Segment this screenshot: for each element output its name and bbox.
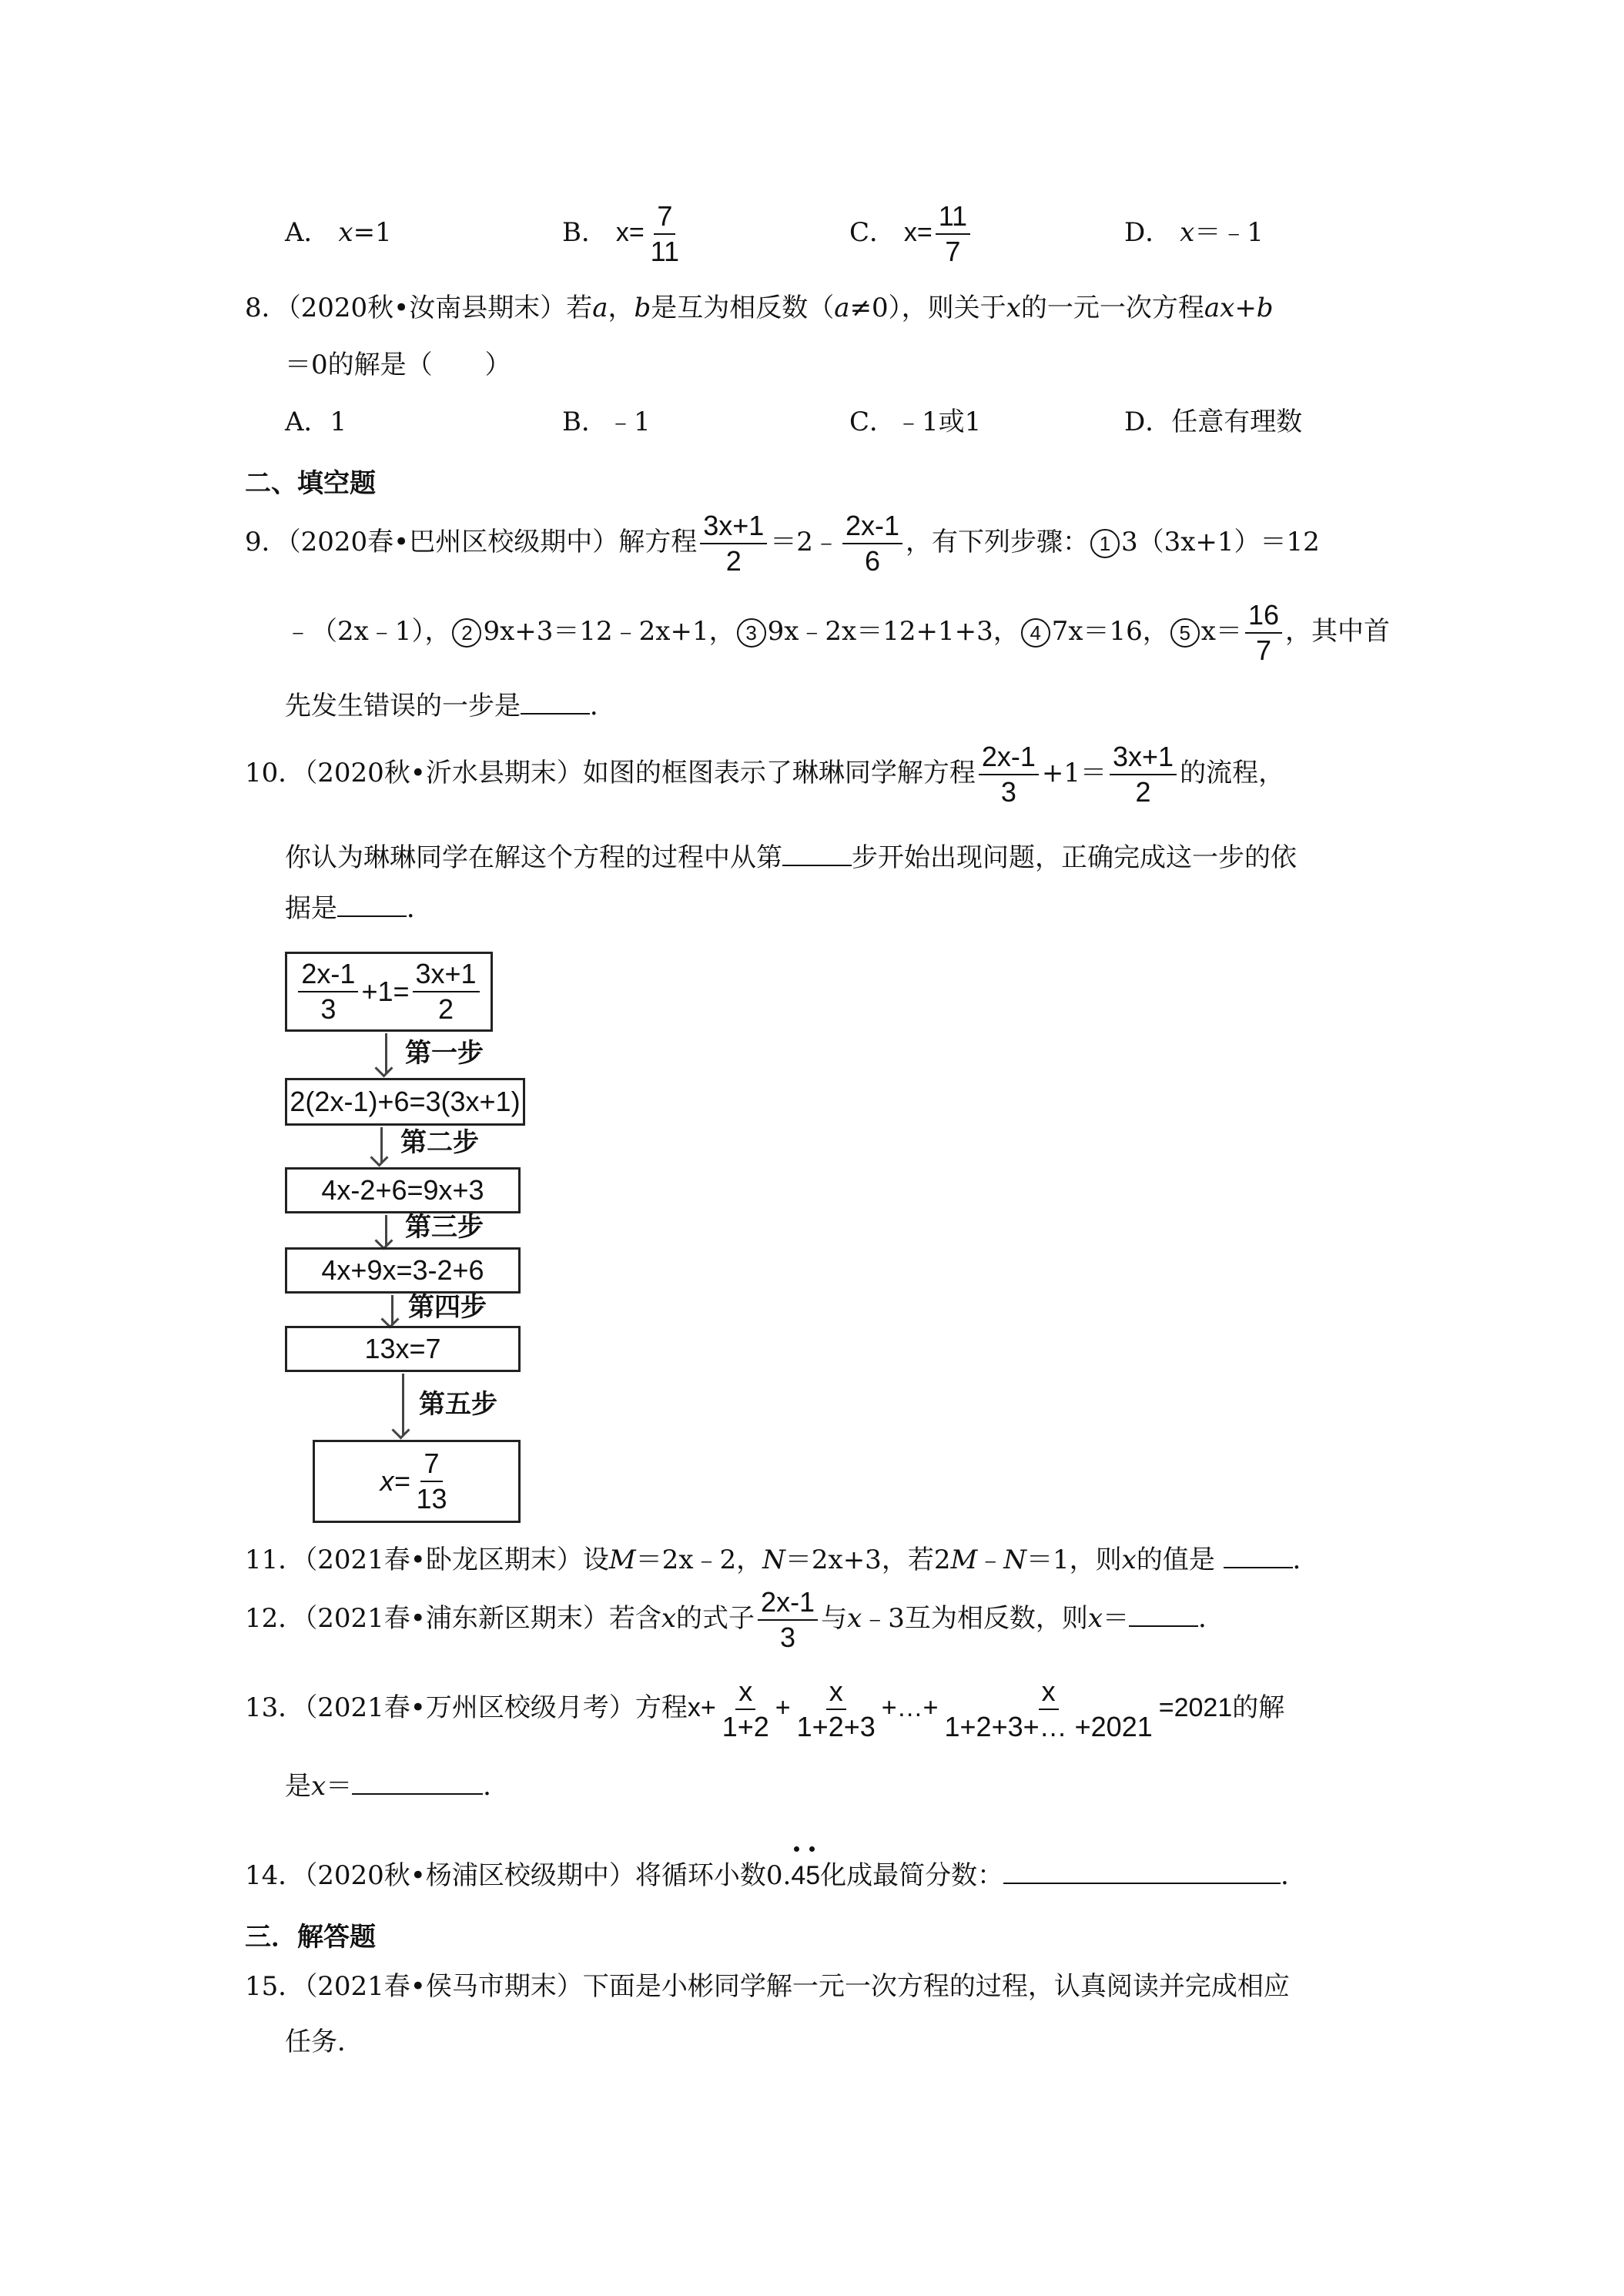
question-text: ＝0的解是（ ） [285, 350, 511, 380]
period: ． [407, 893, 433, 924]
fraction-numerator: 3x+1 [413, 959, 480, 992]
equation-fraction [298, 959, 358, 1025]
question-text: 与 [821, 1603, 848, 1634]
fraction-denominator: 2 [1135, 776, 1151, 808]
question-source: （2021春•万州区校级月考）方程 [304, 1692, 688, 1723]
step-text: 7x＝16， [1051, 616, 1169, 647]
q15-line2 [285, 2025, 363, 2059]
var-a: a [834, 293, 850, 323]
q8-line1 [245, 291, 1274, 325]
flow-box-3 [285, 1167, 521, 1213]
fraction-numerator: x [826, 1676, 846, 1710]
fraction-numerator: 11 [936, 201, 970, 235]
flow-box-6 [313, 1440, 521, 1523]
question-number: 8． [245, 293, 288, 323]
step-text: x＝ [1200, 616, 1242, 647]
flow-box-5 [285, 1326, 521, 1372]
option-var: x [338, 217, 353, 248]
q15-line1 [245, 1970, 1290, 2003]
question-text: 是 [285, 1771, 311, 1802]
option-fraction [936, 201, 970, 267]
question-source: （2020秋•沂水县期末）如图的框图表示了琳琳同学解方程 [304, 758, 976, 788]
option-label: D． [1124, 217, 1172, 248]
flow-box-1 [285, 952, 493, 1032]
question-text: 的流程， [1180, 758, 1285, 788]
equation-fraction [700, 510, 767, 577]
fraction-numerator: 2x-1 [758, 1587, 818, 1621]
question-text: 化成最简分数： [820, 1860, 1004, 1891]
question-number: 14． [245, 1860, 305, 1891]
equation-fraction [979, 741, 1039, 808]
fraction-denominator: 11 [650, 236, 680, 267]
period: ． [590, 691, 616, 721]
question-number: 12． [245, 1603, 305, 1634]
decimal-part: 0. [765, 1860, 792, 1891]
step-text: 3（3x+1）＝12 [1120, 527, 1320, 557]
question-source: （2020秋•杨浦区校级期中）将循环小数 [304, 1860, 766, 1891]
question-text: 任务． [285, 2027, 363, 2057]
option-var: x [1180, 217, 1195, 248]
q8-line2 [285, 348, 511, 382]
q9-line3 [285, 689, 616, 723]
q7-option-b [562, 199, 685, 267]
fraction-numerator: 2x-1 [842, 510, 902, 544]
fraction-denominator: 3 [780, 1622, 796, 1653]
fraction-denominator: 3 [1000, 776, 1016, 808]
flow-arrow-2 [380, 1127, 383, 1163]
fraction-denominator: 1+2+3 [796, 1711, 876, 1742]
fraction-denominator: 1+2+3+… +2021 [944, 1711, 1153, 1742]
var-b: b [634, 293, 651, 323]
equation-fraction [719, 1676, 772, 1742]
step-number-circle: 1 [1090, 529, 1120, 558]
q8-option-c [849, 405, 981, 439]
fraction-denominator: 7 [1255, 634, 1271, 666]
section-heading-answer: 三．解答题 [245, 1922, 376, 1953]
equation-middle: +1＝ [1041, 758, 1107, 788]
equation-fraction [1110, 741, 1177, 808]
question-number: 13． [245, 1692, 305, 1723]
fraction-numerator: 2x-1 [979, 741, 1039, 775]
option-value: =1 [353, 217, 392, 248]
step-fraction [1245, 600, 1282, 666]
option-d: D．任意有理数 [1124, 407, 1303, 437]
question-text: 据是 [285, 893, 337, 924]
question-number: 10． [245, 758, 305, 788]
question-number: 11． [245, 1545, 305, 1575]
period: ． [1198, 1603, 1225, 1634]
equation-fraction [942, 1676, 1156, 1742]
period: ． [1292, 1545, 1319, 1575]
flow-equation: 4x+9x=3-2+6 [321, 1254, 484, 1286]
q7-option-c [849, 199, 973, 267]
fraction-numerator: 3x+1 [700, 510, 767, 544]
fraction-numerator: 2x-1 [298, 959, 358, 992]
q8-option-a [285, 405, 347, 439]
fraction-numerator: x [1039, 1676, 1059, 1710]
question-text: 你认为琳琳同学在解这个方程的过程中从第 [285, 842, 782, 873]
question-text: ≠0），则关于 [849, 293, 1006, 323]
flow-arrow-5 [402, 1374, 404, 1435]
flow-equation: 13x=7 [364, 1333, 441, 1364]
q12-line [245, 1585, 1224, 1653]
equation-term: +…+ [881, 1693, 939, 1722]
var-x: x [1087, 1603, 1103, 1634]
var-x: x [1121, 1545, 1137, 1575]
repeating-digits-text: 45 [791, 1861, 821, 1890]
question-source: （2021春•卧龙区期末）设 [304, 1545, 609, 1575]
flow-box-2 [285, 1078, 525, 1126]
option-fraction [648, 201, 682, 267]
answer-blank[interactable] [1224, 1544, 1293, 1568]
answer-blank[interactable] [337, 892, 407, 917]
option-a: A．1 [285, 407, 347, 437]
question-text: （2021春•侯马市期末）下面是小彬同学解一元一次方程的过程，认真阅读并完成相应 [304, 1971, 1290, 2002]
flow-equation: 2(2x-1)+6=3(3x+1) [290, 1086, 521, 1117]
option-label: B． [562, 217, 608, 248]
question-text: 是互为相反数（ [651, 293, 835, 323]
fraction-denominator: 3 [320, 993, 337, 1025]
fraction-denominator: 2 [725, 545, 742, 577]
fraction-numerator: x [735, 1676, 755, 1710]
question-text: ﹣ [977, 1545, 1004, 1575]
step-text: 9x﹣2x＝12+1+3， [767, 616, 1020, 647]
q10-line3 [285, 892, 433, 925]
fraction-numerator: 7 [420, 1448, 442, 1482]
var-N: N [762, 1545, 785, 1575]
q8-option-b [562, 405, 651, 439]
step-number-circle: 4 [1021, 618, 1050, 648]
var-N: N [1003, 1545, 1027, 1575]
option-label: C． [849, 217, 896, 248]
flow-step-4-label: 第四步 [408, 1292, 487, 1323]
question-text: 的式子 [676, 1603, 755, 1634]
q9-line1 [245, 508, 1320, 577]
comma: ， [608, 293, 635, 323]
question-text: ＝1，则 [1026, 1545, 1122, 1575]
fraction-denominator: 2 [438, 993, 454, 1025]
q13-line2 [285, 1769, 509, 1803]
var-x: x [847, 1603, 862, 1634]
question-text: ＝ [1103, 1603, 1130, 1634]
equation-fraction [842, 510, 902, 577]
expression-fraction [758, 1587, 818, 1653]
section-heading-fill-in: 二、填空题 [245, 468, 376, 499]
question-text: 的一元一次方程 [1020, 293, 1204, 323]
option-lhs: x= [615, 218, 645, 247]
flow-arrow-4 [391, 1295, 393, 1324]
step-number-circle: 5 [1170, 618, 1200, 648]
question-number: 15． [245, 1971, 305, 2002]
period: ． [1281, 1860, 1308, 1891]
equation-middle: +1= [361, 976, 410, 1007]
question-text: ﹣3互为相反数，则 [862, 1603, 1088, 1634]
q7-option-d [1124, 216, 1264, 249]
q7-option-a [285, 216, 392, 249]
answer-blank[interactable] [782, 842, 852, 866]
answer-blank[interactable] [1129, 1602, 1198, 1627]
answer-blank[interactable] [1003, 1859, 1281, 1884]
step-text: 9x+3＝12﹣2x+1， [483, 616, 735, 647]
equation: ax+b [1204, 293, 1274, 323]
var-a: a [592, 293, 608, 323]
step-number-circle: 2 [452, 618, 481, 648]
flow-step-3-label: 第三步 [405, 1212, 484, 1243]
fraction-numerator: 7 [654, 201, 675, 235]
question-text: 先发生错误的一步是 [285, 691, 521, 721]
question-number: 9． [245, 527, 288, 557]
option-lhs: x= [903, 218, 933, 247]
option-c: C．﹣1或1 [849, 407, 982, 437]
answer-blank[interactable] [521, 690, 590, 715]
repeating-digits [791, 1859, 820, 1893]
var-x: x [1006, 293, 1021, 323]
q10-line2 [285, 841, 1297, 875]
flow-step-5-label: 第五步 [419, 1389, 497, 1420]
question-source: （2020秋•汝南县期末）若 [287, 293, 593, 323]
answer-blank[interactable] [352, 1770, 483, 1795]
fraction-numerator: 3x+1 [1110, 741, 1177, 775]
question-text: ＝ [326, 1771, 353, 1802]
var-M: M [608, 1545, 636, 1575]
q11-line [245, 1543, 1319, 1577]
equation-fraction [413, 959, 480, 1025]
fraction-denominator: 7 [945, 236, 961, 267]
step-number-circle: 3 [737, 618, 766, 648]
flow-equation: 4x-2+6=9x+3 [321, 1174, 484, 1206]
question-text: ＝2x﹣2， [635, 1545, 763, 1575]
flow-arrow-1 [385, 1033, 387, 1073]
question-text: ＝2x+3，若2 [785, 1545, 951, 1575]
option-label: A． [285, 217, 330, 248]
question-text: 的解 [1232, 1692, 1285, 1723]
question-source: （2021春•浦东新区期末）若含 [304, 1603, 661, 1634]
q8-option-d [1124, 405, 1302, 439]
equation-term: =2021 [1158, 1693, 1233, 1722]
step-text: ﹣（2x﹣1）， [285, 616, 451, 647]
option-value: ＝﹣1 [1194, 217, 1264, 248]
equation-middle: ＝2﹣ [770, 527, 839, 557]
fraction-denominator: 6 [864, 545, 880, 577]
flow-step-2-label: 第二步 [400, 1127, 479, 1158]
option-b: B．﹣1 [562, 407, 651, 437]
q10-line1 [245, 739, 1284, 808]
question-source: （2020春•巴州区校级期中）解方程 [287, 527, 698, 557]
period: ． [483, 1771, 510, 1802]
q13-line1 [245, 1674, 1284, 1742]
question-text: 的值是 [1136, 1545, 1215, 1575]
var-x: x [661, 1603, 677, 1634]
equation-fraction [794, 1676, 879, 1742]
equation-fraction [413, 1448, 450, 1514]
q14-line [245, 1859, 1307, 1893]
question-text: ，其中首 [1285, 616, 1391, 647]
var-M: M [950, 1545, 978, 1575]
fraction-numerator: 16 [1245, 600, 1282, 634]
var-x: x [311, 1771, 326, 1802]
flow-equation: x= [380, 1465, 410, 1497]
q9-line2 [285, 597, 1390, 666]
fraction-denominator: 1+2 [722, 1711, 769, 1742]
question-text: ，有下列步骤： [905, 527, 1089, 557]
flow-step-1-label: 第一步 [405, 1038, 484, 1069]
equation-term: x+ [687, 1693, 716, 1722]
equation-term: + [775, 1693, 791, 1722]
question-text: 步开始出现问题，正确完成这一步的依 [852, 842, 1297, 873]
flow-arrow-3 [385, 1215, 387, 1246]
fraction-denominator: 13 [416, 1483, 447, 1514]
